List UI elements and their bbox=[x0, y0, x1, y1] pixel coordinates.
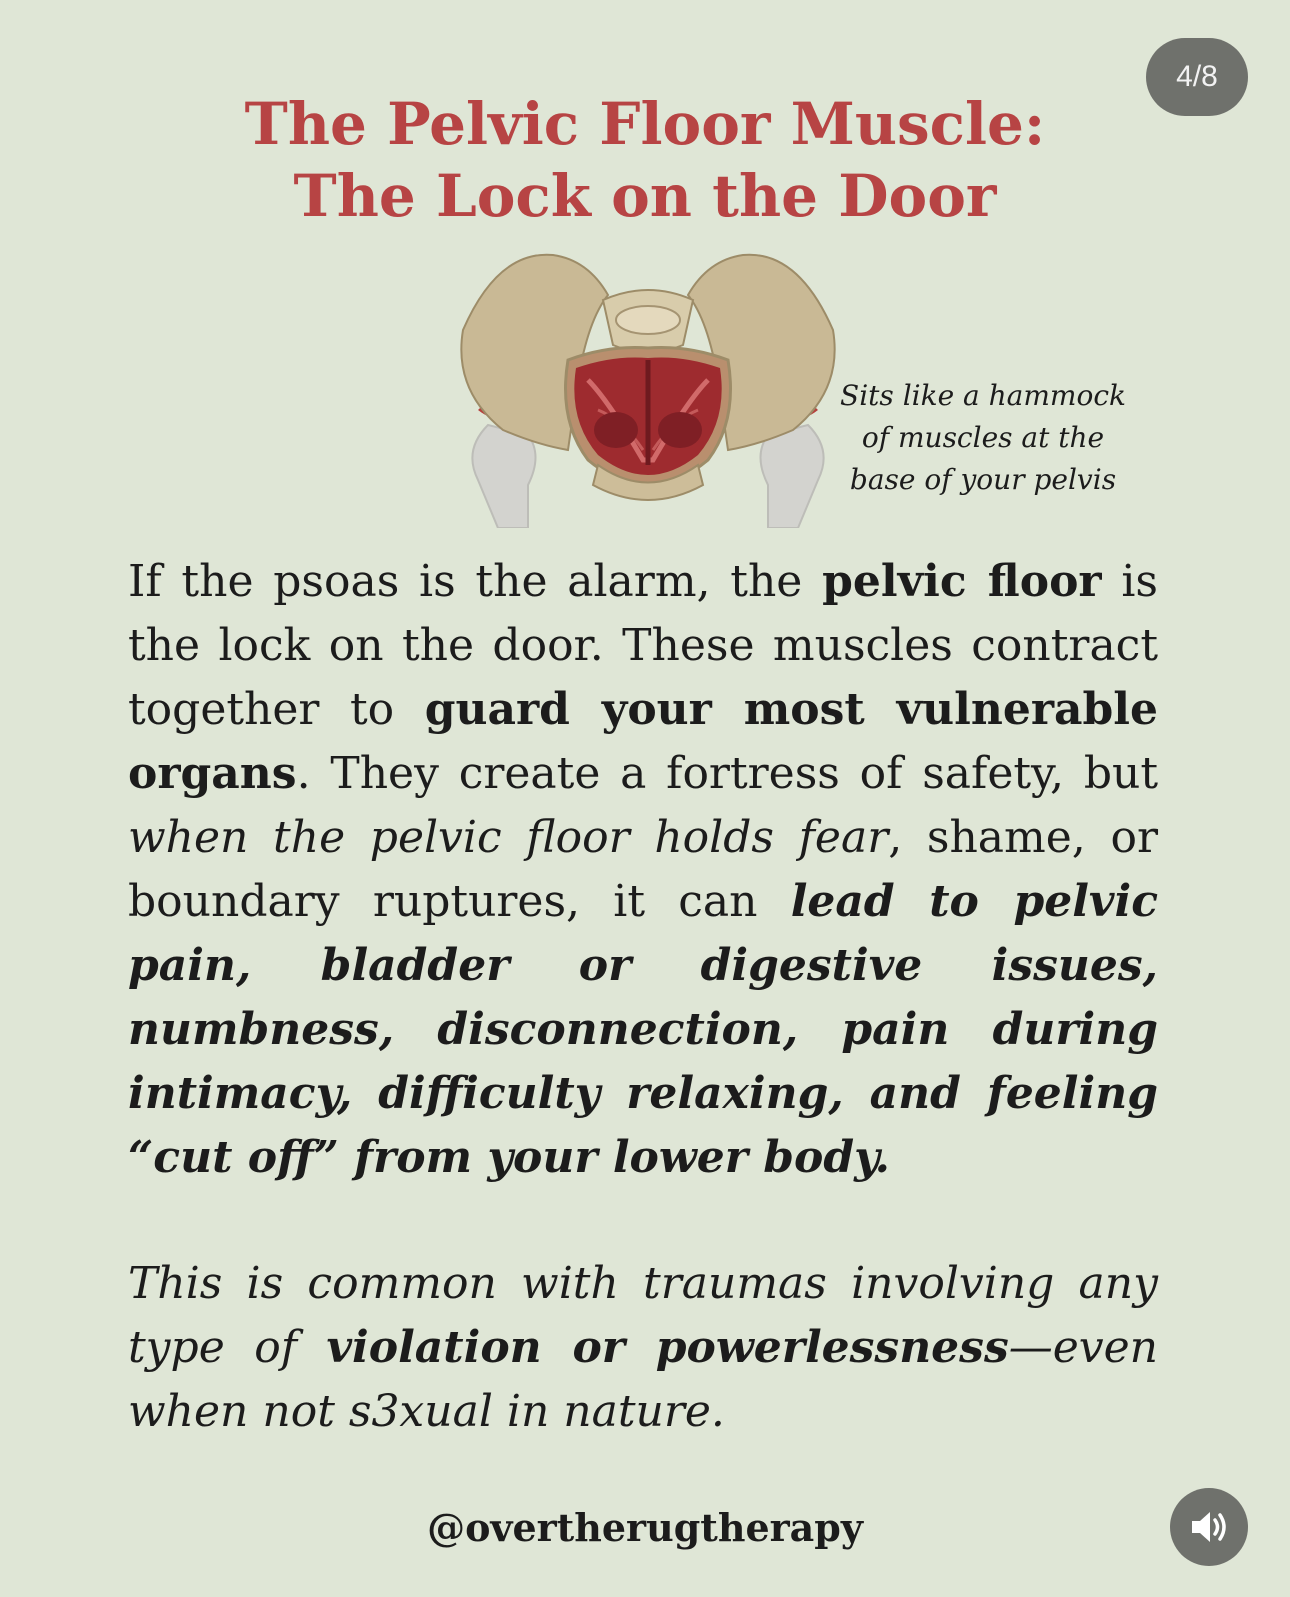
p2-bold-italic-1: violation or powerlessness bbox=[326, 1322, 1009, 1373]
author-handle: @overtherugtherapy bbox=[427, 1505, 863, 1550]
image-caption bbox=[818, 375, 1148, 501]
p1-text-4: , shame, or boundary ruptures, it can bbox=[128, 812, 1158, 927]
p1-bold-italic-1: lead to pelvic pain, bladder or digestive issues, numbness, disconnection, pain during intimacy, difficulty relaxing, and feeling “cut off” from your lower body. bbox=[128, 876, 1159, 1183]
pelvis-anatomy-icon bbox=[458, 250, 838, 528]
body-paragraph-1 bbox=[128, 550, 1158, 1190]
speaker-icon bbox=[1189, 1509, 1229, 1545]
p1-bold-1: pelvic floor bbox=[822, 556, 1102, 607]
title-line-2: The Lock on the Door bbox=[293, 162, 997, 230]
title-line-1: The Pelvic Floor Muscle: bbox=[244, 90, 1046, 158]
p1-text-1: If the psoas is the alarm, the bbox=[128, 556, 823, 607]
caption-line-3: base of your pelvis bbox=[849, 463, 1117, 496]
page-counter-badge: 4/8 bbox=[1146, 38, 1248, 116]
p1-text-2: is the lock on the door. These muscles contract together to bbox=[128, 556, 1158, 735]
p1-bold-2: guard your most vulnerable organs bbox=[128, 684, 1158, 799]
page-title bbox=[0, 88, 1290, 232]
p2-italic-1: This is common with traumas involving any type of bbox=[128, 1258, 1158, 1373]
p1-text-3: . They create a fortress of safety, but bbox=[296, 748, 1158, 799]
caption-line-1: Sits like a hammock bbox=[840, 379, 1126, 412]
caption-line-2: of muscles at the bbox=[861, 421, 1105, 454]
body-paragraph-2 bbox=[128, 1252, 1158, 1444]
p2-italic-2: —even when not s3xual in nature. bbox=[128, 1322, 1158, 1437]
p1-italic-1: when the pelvic floor holds fear bbox=[128, 812, 889, 863]
sound-toggle-button[interactable] bbox=[1170, 1488, 1248, 1566]
